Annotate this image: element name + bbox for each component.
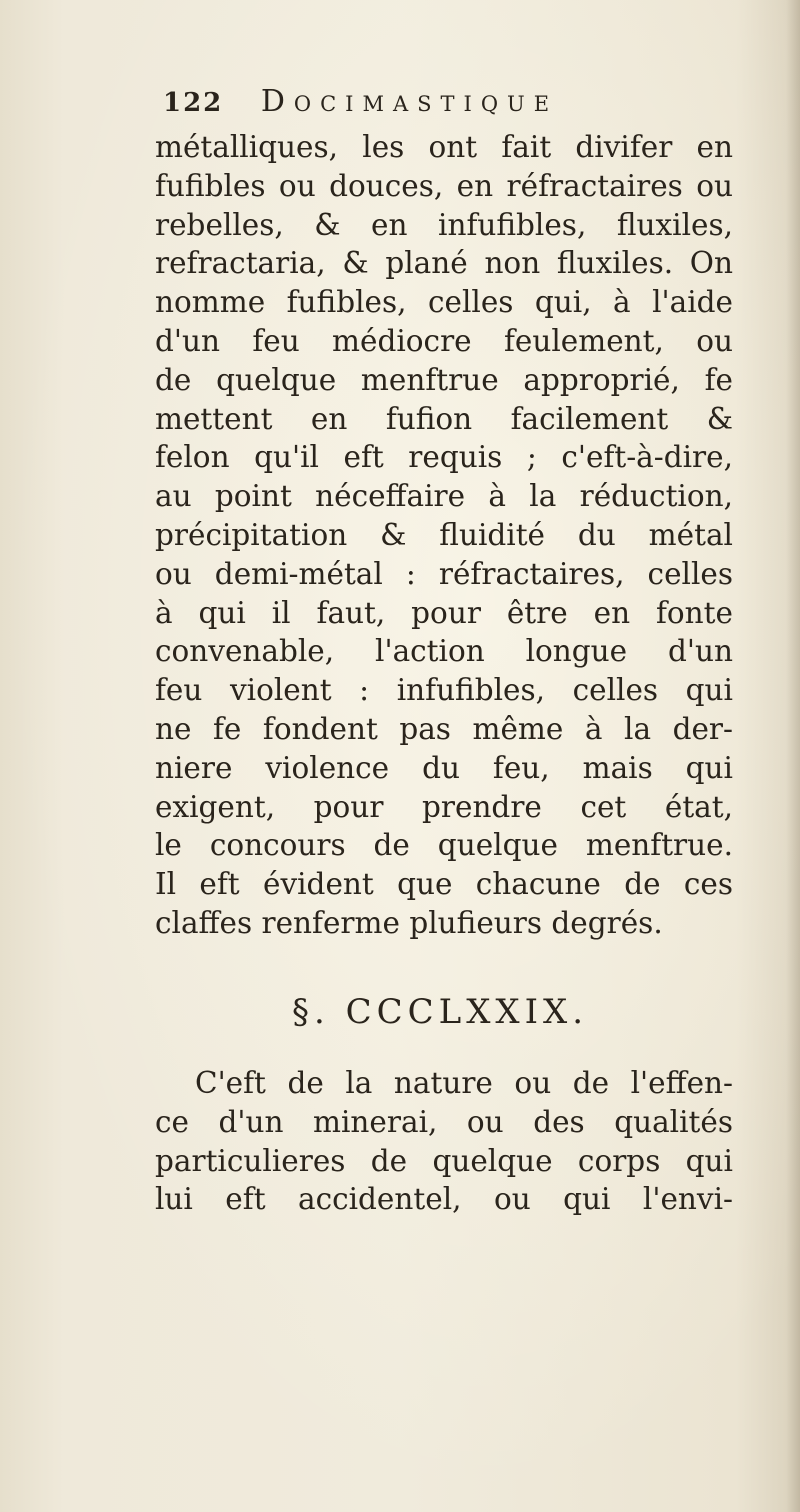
text-line: exigent, pour prendre cet état, [155, 789, 733, 824]
text-line: d'un feu médiocre feulement, ou [155, 323, 733, 358]
text-line: mettent en fufion facilement & [155, 401, 733, 436]
text-line: ce d'un minerai, ou des qualités [155, 1104, 733, 1139]
paragraph-2 [155, 1064, 733, 1219]
text-line: Il eft évident que chacune de ces [155, 867, 733, 902]
text-line: à qui il faut, pour être en fonte [155, 595, 733, 630]
text-line: le concours de quelque menftrue. [155, 828, 733, 863]
section-heading: §. CCCLXXIX. [291, 992, 589, 1032]
page-number: 122 [163, 88, 224, 118]
text-line: feu violent : infufibles, celles qui [155, 673, 733, 708]
text-line: nomme fufibles, celles qui, à l'aide [155, 285, 733, 320]
text-line: claffes renferme plufieurs degrés. [155, 905, 663, 940]
text-line: niere violence du feu, mais qui [155, 750, 733, 785]
text-line: lui eft accidentel, ou qui l'envi- [155, 1182, 733, 1217]
text-line: précipitation & fluidité du métal [155, 517, 733, 552]
text-line: ne fe fondent pas même à la der- [155, 711, 733, 746]
text-line: C'eft de la nature ou de l'effen- [195, 1066, 733, 1100]
paragraph-1 [155, 128, 733, 943]
text-line: au point néceffaire à la réduction, [155, 479, 733, 514]
text-line: felon qu'il eft requis ; c'eft-à-dire, [155, 440, 733, 475]
page-edge-shadow [786, 0, 800, 1512]
text-line: rebelles, & en infufibles, fluxiles, [155, 207, 733, 242]
text-line: métalliques, les ont fait divifer en [155, 130, 733, 164]
text-line: particulieres de quelque corps qui [155, 1143, 733, 1178]
text-line: ou demi-métal : réfractaires, celles [155, 556, 733, 591]
running-header [163, 84, 558, 119]
text-line: de quelque menftrue approprié, fe [155, 362, 733, 397]
text-line: convenable, l'action longue d'un [155, 634, 733, 669]
text-line: refractaria, & plané non fluxiles. On [155, 246, 733, 281]
text-line: fufibles ou douces, en réfractaires ou [155, 168, 733, 203]
running-title: Docimastique [260, 84, 559, 119]
